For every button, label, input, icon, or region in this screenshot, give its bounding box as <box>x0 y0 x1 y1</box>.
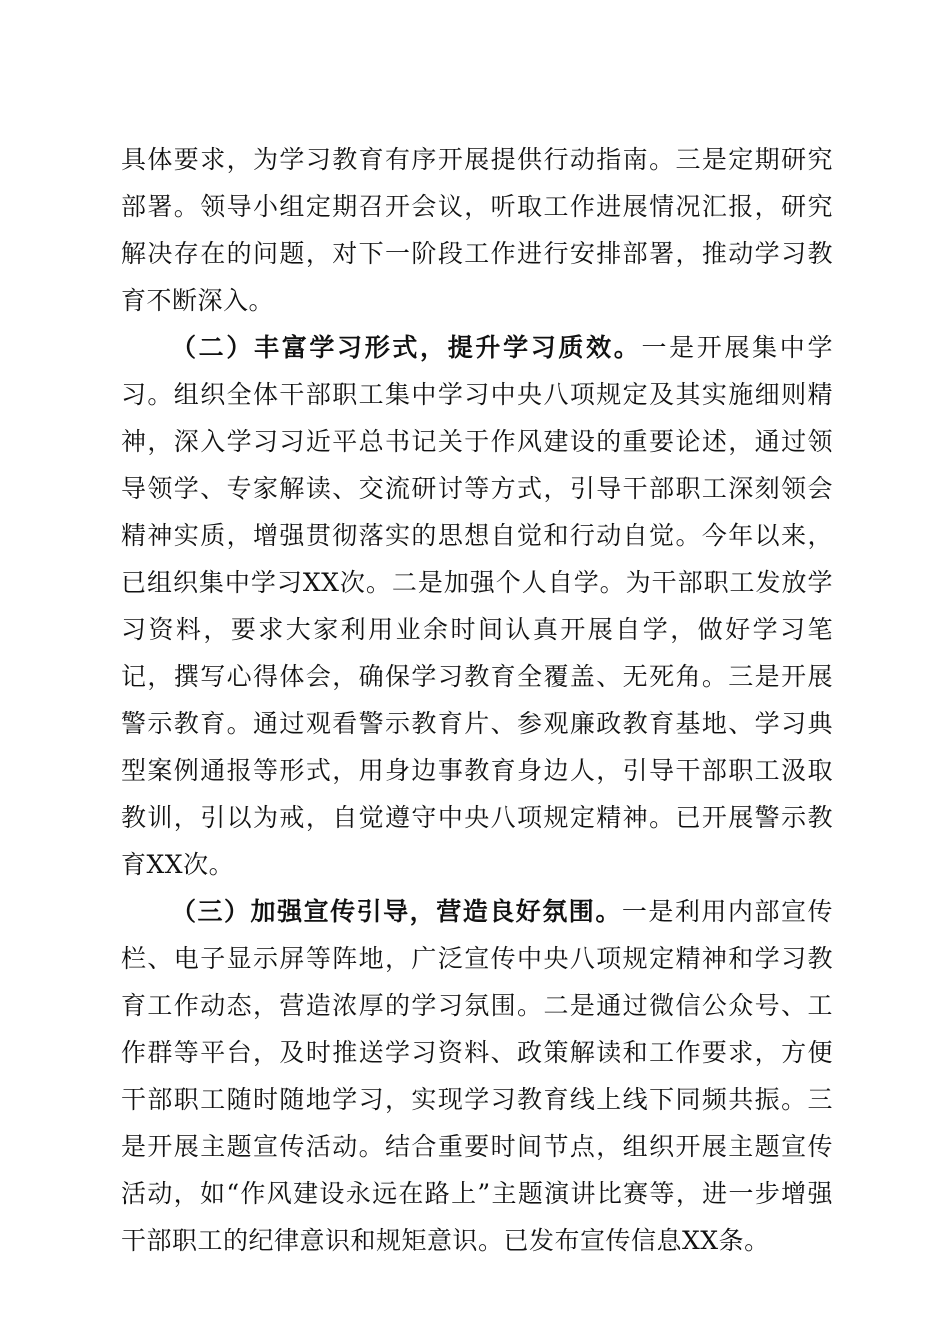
section-heading: （三）加强宣传引导，营造良好氛围。 <box>171 897 622 926</box>
section-heading: （二）丰富学习形式，提升学习质效。 <box>171 333 642 362</box>
document-body <box>121 136 833 1264</box>
paragraph-text: 具体要求，为学习教育有序开展提供行动指南。三是定期研究部署。领导小组定期召开会议，听取工作进展情况汇报，研究解决存在的问题，对下一阶段工作进行安排部署，推动学习教育不断深入。 <box>121 145 833 315</box>
paragraph-text: 一是开展集中学习。组织全体干部职工集中学习中央八项规定及其实施细则精神，深入学习习近平总书记关于作风建设的重要论述，通过领导领学、专家解读、交流研讨等方式，引导干部职工深刻领会精神实质，增强贯彻落实的思想自觉和行动自觉。今年以来，已组织集中学习XX次。二是加强个人自学。为干部职工发放学习资料，要求大家利用业余时间认真开展自学，做好学习笔记，撰写心得体会，确保学习教育全覆盖、无死角。三是开展警示教育。通过观看警示教育片、参观廉政教育基地、学习典型案例通报等形式，用身边事教育身边人，引导干部职工汲取教训，引以为戒，自觉遵守中央八项规定精神。已开展警示教育XX次。 <box>121 333 833 879</box>
paragraph-text: 一是利用内部宣传栏、电子显示屏等阵地，广泛宣传中央八项规定精神和学习教育工作动态，营造浓厚的学习氛围。二是通过微信公众号、工作群等平台，及时推送学习资料、政策解读和工作要求，方便干部职工随时随地学习，实现学习教育线上线下同频共振。三是开展主题宣传活动。结合重要时间节点，组织开展主题宣传活动，如“作风建设永远在路上”主题演讲比赛等，进一步增强干部职工的纪律意识和规矩意识。已发布宣传信息XX条。 <box>121 897 833 1255</box>
paragraph-continuation <box>121 136 833 324</box>
paragraph-section-2 <box>121 324 833 888</box>
paragraph-section-3 <box>121 888 833 1264</box>
